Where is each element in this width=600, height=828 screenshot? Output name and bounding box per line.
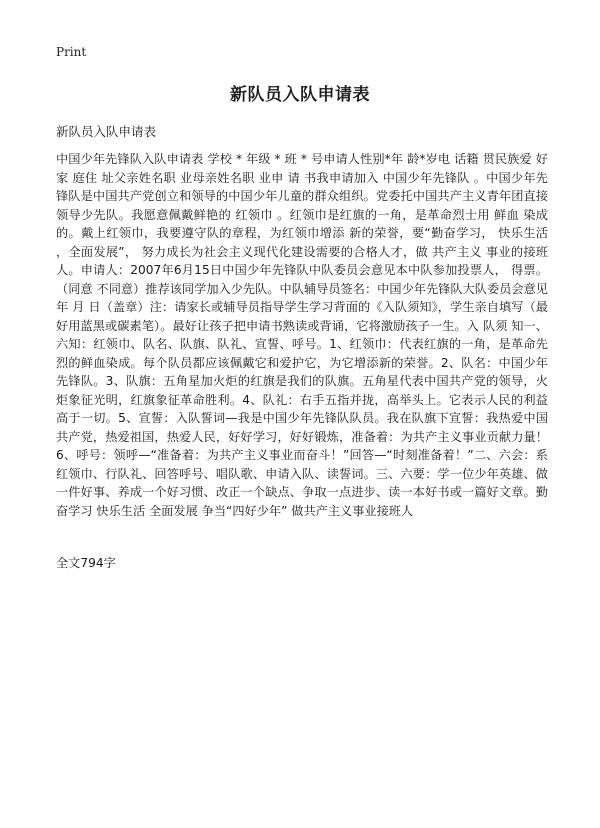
document-title: 新队员入队申请表 xyxy=(230,85,370,105)
print-link[interactable]: Print xyxy=(56,45,87,59)
word-count: 全文794字 xyxy=(56,556,116,570)
document-subtitle: 新队员入队申请表 xyxy=(56,124,157,139)
document-body: 中国少年先锋队入队申请表 学校 * 年级 * 班 * 号申请人性别*年 龄*岁电 话籍 贯民族爱 好家 庭住 址父亲姓名职 业母亲姓名职 业申 请 书我申请加入 中国少年先锋队 。中国少年先锋队是中国共产党创立和领导的中国少年儿童的群众组织。党委托中国共产主义青年团直接领导少先队。我愿意佩戴鲜艳的 红领巾 。红领巾是红旗的一角，是革命烈士用 鲜血 染成的。戴上红领巾，我要遵守队的章程，为红领巾增添 新的荣誉，要“勤奋学习， 快乐生活 ，全面发展”， 努力成长为社会主义现代化建设需要的合格人才，做 共产主义 事业的接班人。申请人：2007年6月15日中国少年先锋队中队委员会意见本中队参加投票人， 得票。（同意 不同意）推荐该同学加入少先队。中队辅导员签名：中国少年先锋队大队委员会意见年 月 日（盖章）注：请家长或辅导员指导学生学习背面的《入队须知》，学生亲自填写（最好用蓝黑或碳素笔）。最好让孩子把申请书熟读或背诵，它将激励孩子一生。入 队须 知一、六知：红领巾、队名、队旗、队礼、宣誓、呼号。1、红领巾：代表红旗的一角，是革命先烈的鲜血染成。每个队员都应该佩戴它和爱护它，为它增添新的荣誉。2、队名：中国少年先锋队。3、队旗：五角星加火炬的红旗是我们的队旗。五角星代表中国共产党的领导，火炬象征光明，红旗象征革命胜利。4、队礼：右手五指并拢，高举头上。它表示人民的利益高于一切。5、宣誓：入队誓词—我是中国少年先锋队队员。我在队旗下宣誓：我热爱中国共产党，热爱祖国，热爱人民，好好学习，好好锻炼，准备着：为共产主义事业贡献力量！6、呼号：领呼—“准备着：为共产主义事业而奋斗！”回答—“时刻准备着！”二、六会：系红领巾、行队礼、回答呼号、唱队歌、申请入队、读誓词。三、六要：学一位少年英雄、做一件好事、养成一个好习惯、改正一个缺点、争取一点进步、读一本好书或一篇好文章。勤奋学习 快乐生活 全面发展 争当“四好少年” 做共产主义事业接班人 xyxy=(56,152,548,518)
